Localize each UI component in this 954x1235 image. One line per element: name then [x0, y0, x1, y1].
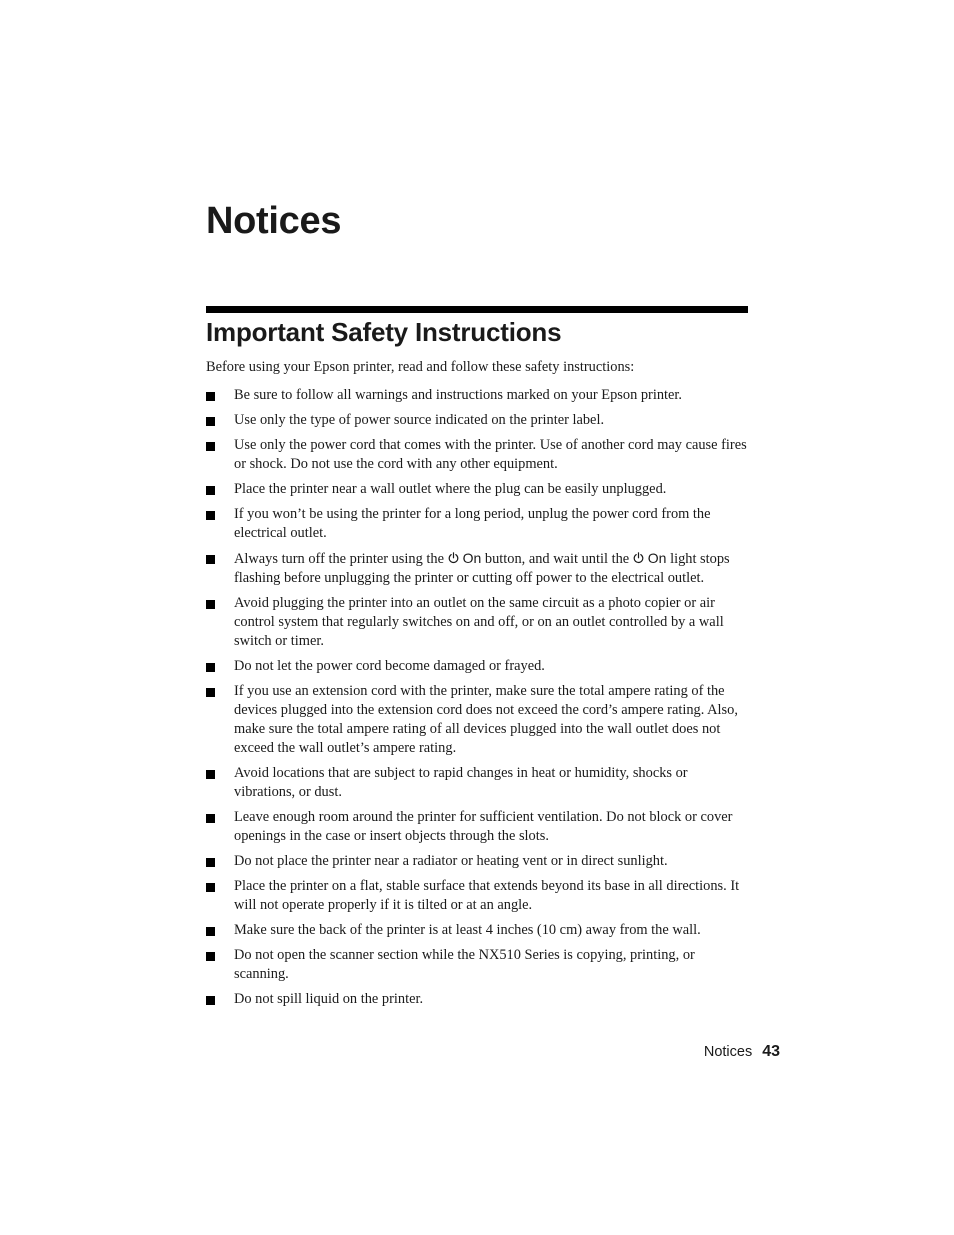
- bullet-square-icon: [206, 555, 215, 564]
- safety-instructions-list: [206, 386, 748, 1009]
- bullet-square-icon: [206, 996, 215, 1005]
- list-item: [206, 386, 748, 405]
- list-item: [206, 990, 748, 1009]
- list-item: [206, 682, 748, 758]
- bullet-square-icon: [206, 486, 215, 495]
- footer-section-name: Notices: [703, 1044, 753, 1060]
- intro-paragraph: Before using your Epson printer, read and follow these safety instructions:: [206, 359, 635, 375]
- power-icon: [448, 552, 459, 564]
- bullet-square-icon: [206, 883, 215, 892]
- on-label-text: On: [647, 550, 667, 566]
- list-item-text: Use only the power cord that comes with the printer. Use of another cord may cause fires or shock. Do not use the cord with any other equipment.: [234, 437, 747, 472]
- bullet-square-icon: [206, 858, 215, 867]
- list-item-text-part2: button, and wait until the: [484, 551, 630, 567]
- list-item: [206, 505, 748, 543]
- list-item: [206, 436, 748, 474]
- power-icon: [633, 552, 644, 564]
- list-item: [206, 480, 748, 499]
- list-item-text-part3: light stops flashing before unplugging the printer or cutting off power to the electrical outlet.: [234, 551, 730, 586]
- list-item-text: Use only the type of power source indicated on the printer label.: [234, 412, 605, 428]
- bullet-square-icon: [206, 600, 215, 609]
- list-item-text: If you use an extension cord with the printer, make sure the total ampere rating of the devices plugged into the extension cord does not exceed the cord’s ampere rating. Also, make sure the total ampere rating of all devices plugged into the wall outlet does not exceed the wall outlet’s ampere rating.: [234, 683, 738, 756]
- list-item-text: Leave enough room around the printer for sufficient ventilation. Do not block or cover openings in the case or insert objects through the slots.: [234, 809, 733, 844]
- list-item-text: If you won’t be using the printer for a long period, unplug the power cord from the electrical outlet.: [234, 506, 711, 541]
- bullet-square-icon: [206, 814, 215, 823]
- bullet-square-icon: [206, 688, 215, 697]
- section-heading: Important Safety Instructions: [206, 317, 562, 347]
- on-light-label: [633, 550, 667, 566]
- on-button-label: [448, 550, 482, 566]
- list-item: [206, 411, 748, 430]
- section-divider-rule: [206, 306, 748, 313]
- list-item: [206, 877, 748, 915]
- bullet-square-icon: [206, 392, 215, 401]
- on-label-text: On: [462, 550, 482, 566]
- bullet-square-icon: [206, 417, 215, 426]
- list-item: [206, 657, 748, 676]
- list-item-text: Place the printer on a flat, stable surface that extends beyond its base in all directions. It will not operate properly if it is tilted or at an angle.: [234, 878, 740, 913]
- page-number: 43: [762, 1043, 780, 1060]
- list-item: [206, 852, 748, 871]
- list-item-text: Do not let the power cord become damaged or frayed.: [234, 658, 545, 674]
- list-item: [206, 764, 748, 802]
- list-item-text-part1: Always turn off the printer using the: [234, 551, 444, 567]
- list-item-text: Do not place the printer near a radiator or heating vent or in direct sunlight.: [234, 853, 668, 869]
- list-item-text: Do not open the scanner section while the NX510 Series is copying, printing, or scanning.: [234, 947, 695, 982]
- bullet-square-icon: [206, 952, 215, 961]
- list-item-text: Do not spill liquid on the printer.: [234, 991, 424, 1007]
- safety-instructions-body: [206, 358, 748, 1015]
- page-title: Notices: [206, 200, 342, 242]
- list-item-text: Make sure the back of the printer is at least 4 inches (10 cm) away from the wall.: [234, 922, 701, 938]
- bullet-square-icon: [206, 663, 215, 672]
- page-footer: [704, 1042, 780, 1062]
- bullet-square-icon: [206, 442, 215, 451]
- list-item: [206, 921, 748, 940]
- list-item-text: Place the printer near a wall outlet where the plug can be easily unplugged.: [234, 481, 667, 497]
- list-item: [206, 549, 748, 588]
- list-item: [206, 946, 748, 984]
- list-item: [206, 594, 748, 651]
- bullet-square-icon: [206, 770, 215, 779]
- bullet-square-icon: [206, 927, 215, 936]
- list-item-text: Be sure to follow all warnings and instructions marked on your Epson printer.: [234, 387, 683, 403]
- list-item-text: Avoid locations that are subject to rapid changes in heat or humidity, shocks or vibrations, or dust.: [234, 765, 688, 800]
- list-item-text: Avoid plugging the printer into an outlet on the same circuit as a photo copier or air control system that regularly switches on and off, or on an outlet controlled by a wall switch or timer.: [234, 595, 724, 649]
- bullet-square-icon: [206, 511, 215, 520]
- list-item: [206, 808, 748, 846]
